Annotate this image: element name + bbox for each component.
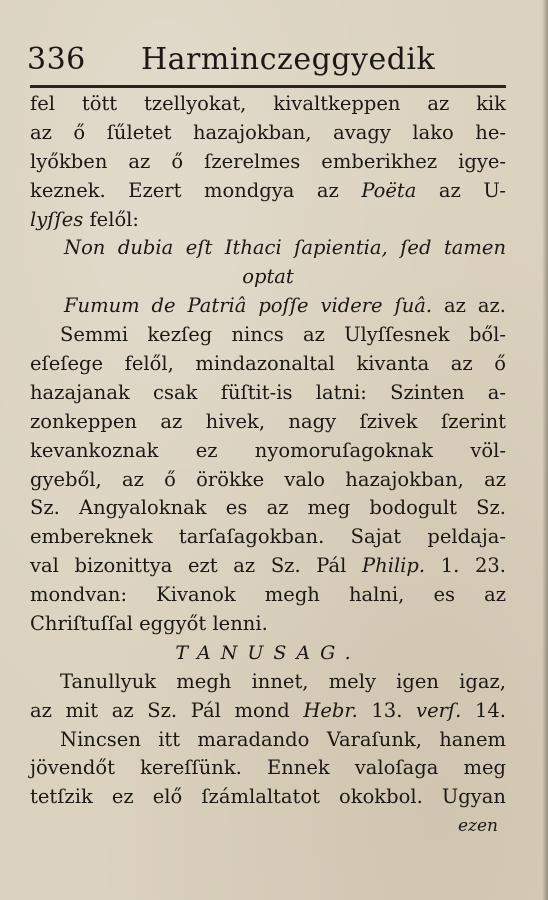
text-run: az az. xyxy=(432,294,506,318)
italic-run: TANUSAG. xyxy=(175,641,361,664)
text-line xyxy=(30,408,506,437)
italic-run: ezen xyxy=(457,816,498,837)
text-line xyxy=(30,292,506,321)
text-line xyxy=(30,177,506,206)
italic-run: Philip. xyxy=(362,554,426,578)
text-line xyxy=(30,697,506,726)
text-run: eſeſege felől, mindazonaltal kivanta az ő xyxy=(30,352,506,376)
text-run: Sz. Angyaloknak es az meg bodogult Sz. xyxy=(30,496,506,520)
text-run: kevankoznak ez nyomoruſagoknak völ- xyxy=(30,438,506,462)
text-run: gyeből, az ő örökke valo hazajokban, az xyxy=(30,467,506,491)
text-run: az mit az Sz. Pál mond xyxy=(30,698,304,722)
text-line xyxy=(30,379,506,408)
text-line xyxy=(30,783,506,812)
text-run: fel tött tzellyokat, kivaltkeppen az kik xyxy=(30,92,506,115)
italic-run: verſ. xyxy=(416,698,462,722)
text-line xyxy=(30,754,506,783)
body-text xyxy=(30,90,506,841)
text-line xyxy=(30,552,506,581)
section-heading xyxy=(30,639,506,668)
text-run: 13. xyxy=(357,698,417,722)
text-line xyxy=(30,610,506,639)
text-line xyxy=(30,581,506,610)
running-title: Harminczeggyedik xyxy=(141,42,436,77)
text-line xyxy=(30,206,506,235)
text-line xyxy=(30,350,506,379)
text-line xyxy=(30,148,506,177)
text-run: val bizonittya ezt az Sz. Pál xyxy=(30,554,363,578)
text-run: mondvan: Kivanok megh halni, es az xyxy=(30,583,506,607)
text-run: Semmi kezſeg nincs az Ulyſſesnek ből- xyxy=(60,323,506,347)
text-run: embereknek tarſaſagokban. Sajat peldaja- xyxy=(30,525,506,549)
text-line xyxy=(30,466,506,495)
text-line xyxy=(30,90,506,119)
text-run: lyőkben az ő ſzerelmes emberikhez igye- xyxy=(30,149,506,173)
catchword xyxy=(30,812,506,841)
text-run: Nincsen itt maradando Varaſunk, hanem xyxy=(60,727,506,751)
italic-run: Fumum de Patriâ poſſe videre ſuâ. xyxy=(64,294,433,318)
header-rule xyxy=(30,85,506,88)
text-line xyxy=(30,321,506,350)
text-run: jövendőt kereſſünk. Ennek valoſaga meg xyxy=(30,756,506,780)
text-run: Chriſtuſſal eggyőt lenni. xyxy=(30,612,268,636)
text-run: 1. 23. xyxy=(425,554,506,578)
text-line xyxy=(30,119,506,148)
text-run: zonkeppen az hivek, nagy ſzivek ſzerint xyxy=(30,409,506,433)
text-run: keznek. Ezert mondgya az xyxy=(30,178,362,202)
text-line xyxy=(30,437,506,466)
text-line xyxy=(30,263,506,292)
text-line xyxy=(30,668,506,697)
text-run: az ő ſűletet hazajokban, avagy lako he- xyxy=(30,120,506,144)
text-line xyxy=(30,523,506,552)
italic-run: Poëta xyxy=(361,178,417,202)
italic-run: lyſſes xyxy=(30,207,84,231)
text-line xyxy=(30,726,506,755)
page-number: 336 xyxy=(27,42,86,77)
text-run: az U- xyxy=(416,178,506,202)
text-run: tetſzik ez elő ſzámlaltatot okokbol. Ugyan xyxy=(30,785,506,809)
page-edge-shadow xyxy=(542,0,548,900)
italic-run: optat xyxy=(242,265,294,289)
text-line xyxy=(30,234,506,263)
text-run: felől: xyxy=(83,207,139,231)
text-line xyxy=(30,494,506,523)
italic-run: Non dubia eſt Ithaci ſapientia, ſed tamen xyxy=(64,236,506,260)
italic-run: Hebr. xyxy=(303,698,358,722)
running-head xyxy=(27,38,507,86)
text-run: 14. xyxy=(461,698,506,722)
text-run: hazajanak csak füſtit-is latni: Szinten a- xyxy=(30,380,506,404)
text-run: Tanullyuk megh innet, mely igen igaz, xyxy=(60,669,506,693)
